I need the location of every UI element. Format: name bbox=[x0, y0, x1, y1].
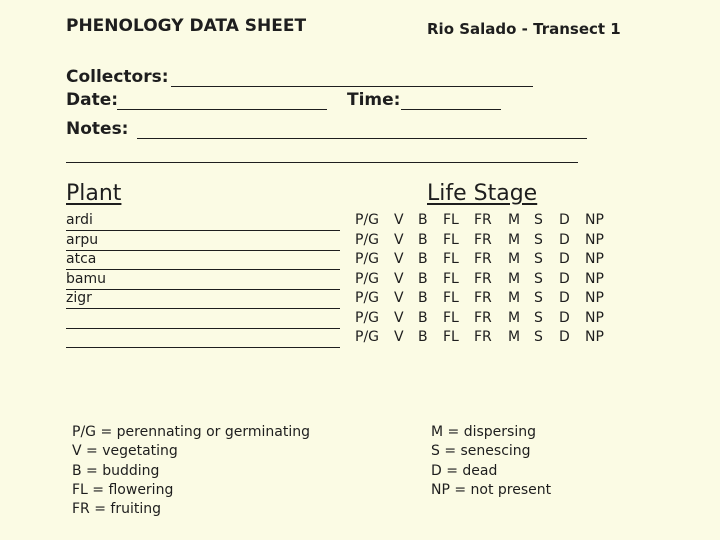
date-field[interactable] bbox=[117, 109, 327, 110]
stage-code-d[interactable]: D bbox=[559, 251, 570, 267]
legend-item: S = senescing bbox=[431, 443, 531, 460]
life-stage-header: Life Stage bbox=[427, 181, 538, 206]
stage-code-s[interactable]: S bbox=[534, 329, 543, 345]
stage-code-p-g[interactable]: P/G bbox=[355, 309, 380, 326]
stage-code-p-g[interactable]: P/G bbox=[355, 212, 380, 228]
plant-row[interactable]: atca bbox=[66, 250, 340, 270]
stage-code-d[interactable]: D bbox=[559, 231, 570, 248]
plant-row[interactable] bbox=[66, 309, 340, 329]
stage-code-m[interactable]: M bbox=[508, 329, 521, 345]
stage-code-v[interactable]: V bbox=[394, 309, 404, 326]
stage-code-v[interactable]: V bbox=[394, 251, 404, 267]
stage-code-d[interactable]: D bbox=[559, 290, 570, 306]
stage-code-fl[interactable]: FL bbox=[443, 231, 459, 248]
stage-code-fr[interactable]: FR bbox=[474, 290, 492, 306]
stage-code-m[interactable]: M bbox=[508, 231, 521, 248]
plant-row[interactable]: arpu bbox=[66, 231, 340, 251]
stage-code-np[interactable]: NP bbox=[585, 251, 604, 267]
stage-code-p-g[interactable]: P/G bbox=[355, 290, 380, 306]
stage-code-b[interactable]: B bbox=[418, 329, 428, 345]
stage-code-d[interactable]: D bbox=[559, 309, 570, 326]
stage-code-b[interactable]: B bbox=[418, 270, 428, 287]
collectors-label: Collectors: bbox=[66, 67, 169, 87]
stage-code-b[interactable]: B bbox=[418, 251, 428, 267]
legend-item: D = dead bbox=[431, 462, 498, 479]
stage-code-p-g[interactable]: P/G bbox=[355, 251, 380, 267]
legend-left bbox=[72, 423, 310, 519]
stage-code-p-g[interactable]: P/G bbox=[355, 231, 380, 248]
plant-column-header: Plant bbox=[66, 181, 122, 206]
stage-code-np[interactable]: NP bbox=[585, 270, 604, 287]
time-label: Time: bbox=[347, 90, 401, 110]
stage-code-fl[interactable]: FL bbox=[443, 309, 459, 326]
stage-code-m[interactable]: M bbox=[508, 251, 521, 267]
stage-code-s[interactable]: S bbox=[534, 309, 543, 326]
stage-code-d[interactable]: D bbox=[559, 270, 570, 287]
legend-item: NP = not present bbox=[431, 481, 552, 498]
legend-item: M = dispersing bbox=[431, 424, 536, 440]
stage-code-np[interactable]: NP bbox=[585, 212, 604, 228]
legend-item: B = budding bbox=[72, 462, 160, 479]
stage-code-np[interactable]: NP bbox=[585, 231, 604, 248]
stage-code-fr[interactable]: FR bbox=[474, 251, 492, 267]
stage-code-fl[interactable]: FL bbox=[443, 329, 459, 345]
stage-code-m[interactable]: M bbox=[508, 212, 521, 228]
notes-field-continued[interactable] bbox=[66, 162, 578, 163]
transect-label: Rio Salado - Transect 1 bbox=[427, 20, 621, 38]
legend-item: FL = flowering bbox=[72, 481, 174, 498]
stage-code-s[interactable]: S bbox=[534, 290, 543, 306]
stage-code-m[interactable]: M bbox=[508, 290, 521, 306]
stage-code-fr[interactable]: FR bbox=[474, 231, 492, 248]
stage-code-d[interactable]: D bbox=[559, 329, 570, 345]
notes-field[interactable] bbox=[137, 138, 587, 139]
stage-code-fl[interactable]: FL bbox=[443, 290, 459, 306]
plant-row[interactable] bbox=[66, 328, 340, 348]
stage-code-v[interactable]: V bbox=[394, 231, 404, 248]
date-label: Date: bbox=[66, 90, 119, 110]
stage-code-v[interactable]: V bbox=[394, 212, 404, 228]
stage-code-fr[interactable]: FR bbox=[474, 329, 492, 345]
legend-item: V = vegetating bbox=[72, 443, 178, 460]
stage-code-p-g[interactable]: P/G bbox=[355, 329, 380, 345]
stage-code-fr[interactable]: FR bbox=[474, 212, 492, 228]
plant-row[interactable]: zigr bbox=[66, 289, 340, 309]
plant-row[interactable]: ardi bbox=[66, 211, 340, 231]
stage-code-b[interactable]: B bbox=[418, 212, 428, 228]
stage-code-b[interactable]: B bbox=[418, 309, 428, 326]
stage-code-m[interactable]: M bbox=[508, 270, 521, 287]
stage-code-v[interactable]: V bbox=[394, 290, 404, 306]
collectors-field[interactable] bbox=[171, 86, 533, 87]
stage-code-np[interactable]: NP bbox=[585, 290, 604, 306]
stage-code-v[interactable]: V bbox=[394, 270, 404, 287]
stage-code-s[interactable]: S bbox=[534, 270, 543, 287]
stage-code-s[interactable]: S bbox=[534, 231, 543, 248]
legend-right bbox=[431, 423, 551, 500]
stage-code-np[interactable]: NP bbox=[585, 329, 604, 345]
stage-code-fl[interactable]: FL bbox=[443, 251, 459, 267]
notes-label: Notes: bbox=[66, 119, 129, 139]
stage-code-fl[interactable]: FL bbox=[443, 270, 459, 287]
stage-code-d[interactable]: D bbox=[559, 212, 570, 228]
legend-item: FR = fruiting bbox=[72, 501, 161, 518]
stage-code-s[interactable]: S bbox=[534, 212, 543, 228]
stage-code-b[interactable]: B bbox=[418, 290, 428, 306]
stage-code-fl[interactable]: FL bbox=[443, 212, 459, 228]
stage-code-fr[interactable]: FR bbox=[474, 309, 492, 326]
stage-code-fr[interactable]: FR bbox=[474, 270, 492, 287]
stage-code-m[interactable]: M bbox=[508, 309, 521, 326]
plant-row[interactable]: bamu bbox=[66, 270, 340, 290]
legend-item: P/G = perennating or germinating bbox=[72, 424, 311, 440]
stage-code-np[interactable]: NP bbox=[585, 309, 604, 326]
stage-code-b[interactable]: B bbox=[418, 231, 428, 248]
stage-code-v[interactable]: V bbox=[394, 329, 404, 345]
page-title: PHENOLOGY DATA SHEET bbox=[66, 16, 307, 36]
time-field[interactable] bbox=[401, 109, 501, 110]
stage-code-p-g[interactable]: P/G bbox=[355, 270, 380, 287]
stage-code-s[interactable]: S bbox=[534, 251, 543, 267]
